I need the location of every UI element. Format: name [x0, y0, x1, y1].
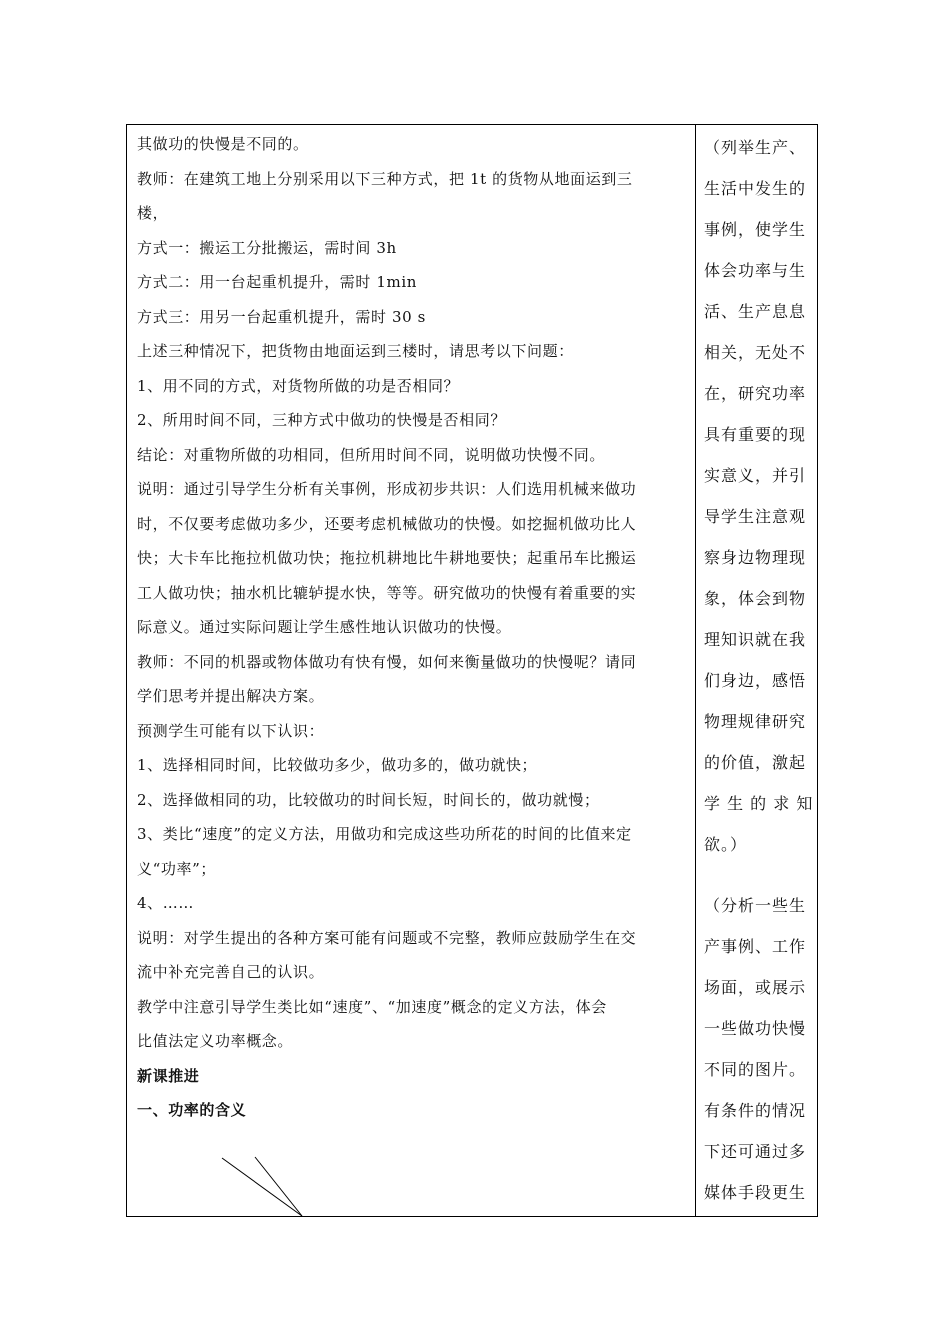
text-line: 上述三种情况下，把货物由地面运到三楼时，请思考以下问题：	[137, 342, 574, 360]
text-line: 义“功率”；	[137, 859, 216, 878]
text-line: 4、……	[137, 894, 194, 912]
text-line: 新课推进	[137, 1066, 200, 1085]
text-line: 说明：对学生提出的各种方案可能有问题或不完整，教师应鼓励学生在交	[137, 928, 637, 947]
note-line: 理知识就在我	[704, 630, 807, 649]
note-line: 下还可通过多	[704, 1142, 807, 1161]
note-line: 一些做功快慢	[704, 1019, 807, 1038]
note-line: 实意义，并引	[704, 466, 807, 485]
text-line: 楼，	[137, 204, 169, 222]
note-line: 体会功率与生	[704, 261, 807, 280]
note-line: 欲。）	[704, 835, 748, 854]
text-line: 际意义。通过实际问题让学生感性地认识做功的快慢。	[137, 618, 512, 636]
text-line: 学们思考并提出解决方案。	[137, 687, 325, 705]
note-line: 事例，使学生	[704, 220, 807, 239]
text-line: 说明：通过引导学生分析有关事例，形成初步共识：人们选用机械来做功	[137, 480, 637, 498]
text-line: 方式三：用另一台起重机提升，需时 30 s	[137, 307, 426, 326]
note-line: 活、生产息息	[704, 302, 807, 321]
text-line: 快；大卡车比拖拉机做功快；拖拉机耕地比牛耕地要快；起重吊车比搬运	[137, 549, 637, 567]
note-line: （列举生产、	[704, 138, 807, 157]
text-line: 其做功的快慢是不同的。	[137, 135, 309, 153]
text-line: 流中补充完善自己的认识。	[137, 963, 325, 981]
text-line: 时，不仅要考虑做功多少，还要考虑机械做功的快慢。如挖掘机做功比人	[137, 514, 637, 533]
note-line: 媒体手段更生	[704, 1183, 807, 1202]
text-line: 教师：不同的机器或物体做功有快有慢，如何来衡量做功的快慢呢？请同	[137, 652, 637, 671]
text-line: 3、类比“速度”的定义方法，用做功和完成这些功所花的时间的比值来定	[137, 825, 632, 843]
text-line: 一、功率的含义	[137, 1101, 247, 1119]
note-line: （分析一些生	[704, 896, 807, 915]
note-line: 在，研究功率	[704, 384, 807, 403]
note-line: 象，体会到物	[704, 589, 807, 608]
note-line: 具有重要的现	[704, 425, 807, 444]
text-line: 教师：在建筑工地上分别采用以下三种方式，把 1t 的货物从地面运到三	[137, 169, 633, 188]
text-line: 结论：对重物所做的功相同，但所用时间不同，说明做功快慢不同。	[137, 445, 606, 464]
note-line: 场面，或展示	[704, 978, 807, 997]
text-line: 比值法定义功率概念。	[137, 1032, 294, 1050]
note-line: 察身边物理现	[704, 548, 807, 567]
note-line: 产事例、工作	[704, 937, 807, 956]
text-line: 2、选择做相同的功，比较做功的时间长短，时间长的，做功就慢；	[137, 790, 600, 809]
text-line: 方式一：搬运工分批搬运，需时间 3h	[137, 238, 397, 257]
note-line: 们身边，感悟	[704, 671, 807, 690]
note-line: 物理规律研究	[704, 712, 807, 731]
note-line: 的价值，激起	[704, 753, 807, 772]
text-line: 工人做功快；抽水机比辘轳提水快，等等。研究做功的快慢有着重要的实	[137, 583, 637, 602]
text-line: 教学中注意引导学生类比如“速度”、“加速度”概念的定义方法，体会	[137, 997, 607, 1016]
note-line: 相关，无处不	[704, 343, 807, 362]
text-line: 方式二：用一台起重机提升，需时 1min	[137, 273, 417, 291]
note-line: 不同的图片。	[704, 1060, 807, 1079]
text-line: 2、所用时间不同，三种方式中做功的快慢是否相同？	[137, 411, 506, 429]
note-line: 导学生注意观	[704, 507, 807, 526]
note-line: 学 生 的 求 知	[704, 794, 814, 813]
text-line: 1、用不同的方式，对货物所做的功是否相同？	[137, 376, 460, 395]
text-line: 1、选择相同时间，比较做功多少，做功多的，做功就快；	[137, 756, 538, 774]
note-line: 有条件的情况	[704, 1101, 807, 1120]
diagonal-line-1	[222, 1158, 302, 1216]
note-line: 生活中发生的	[704, 179, 807, 198]
text-line: 预测学生可能有以下认识：	[137, 721, 325, 740]
